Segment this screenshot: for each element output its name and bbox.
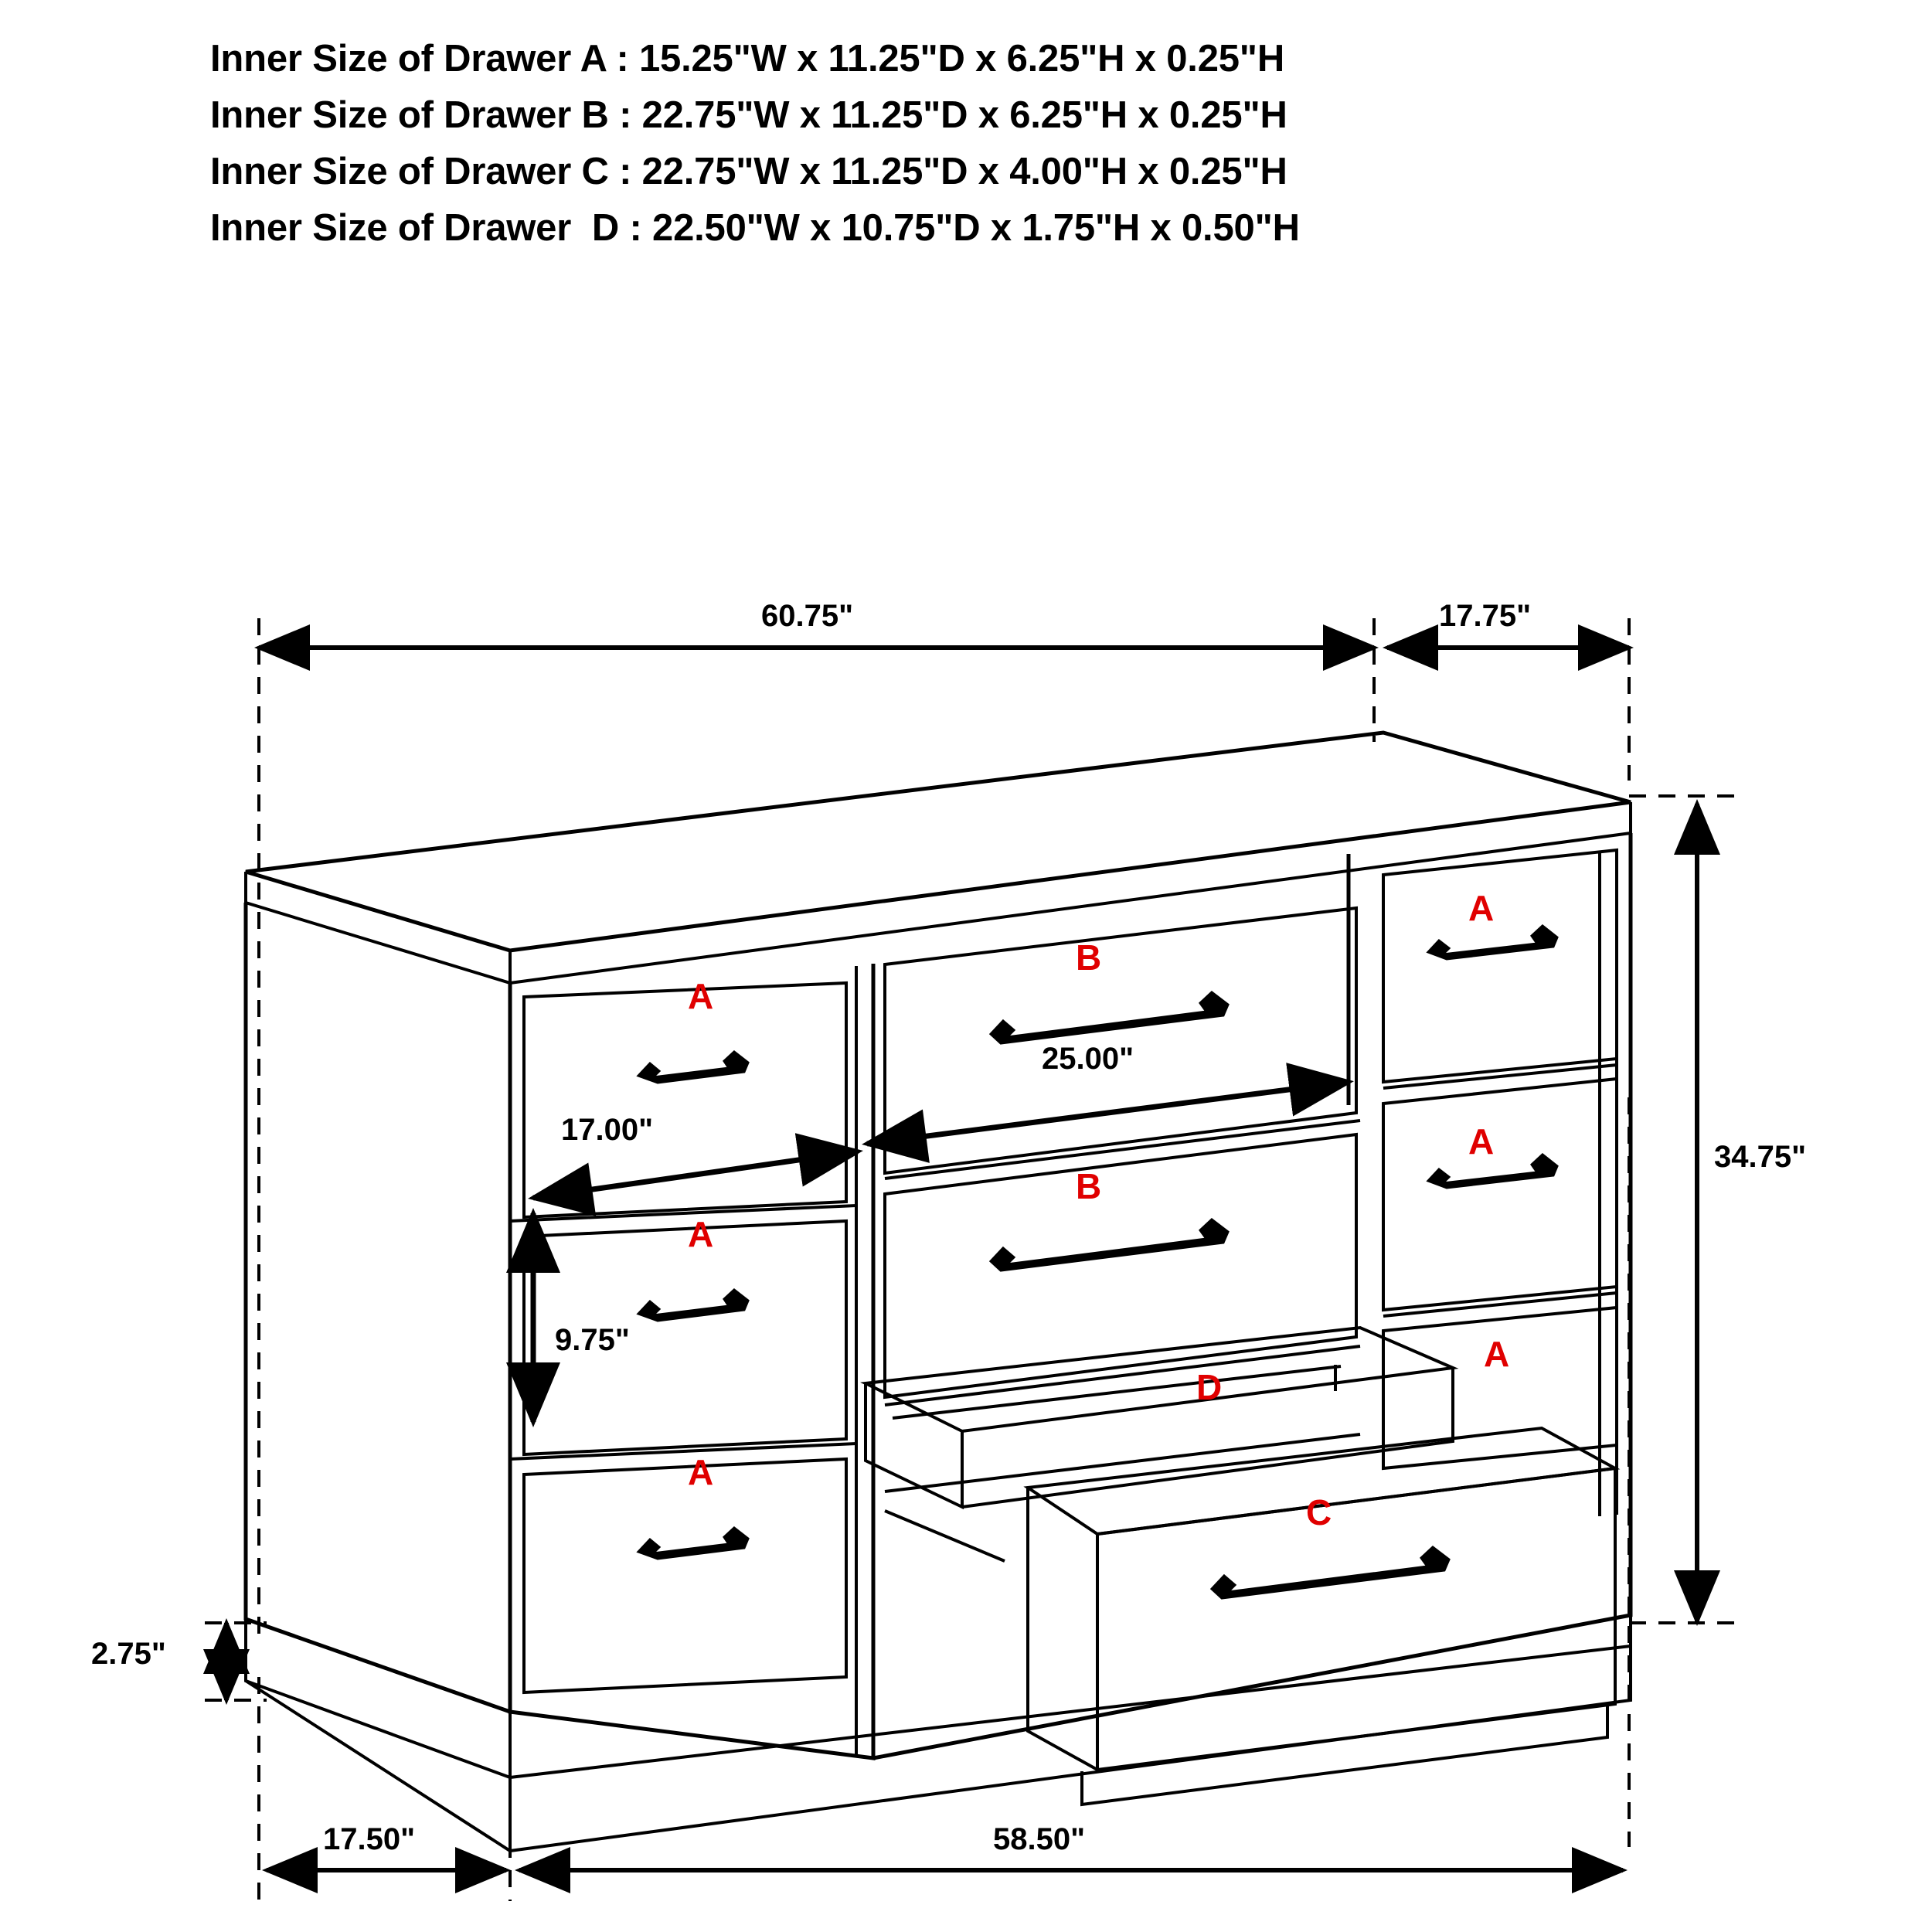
dim-top-width: 60.75"	[761, 599, 854, 633]
spec-line-d: Inner Size of Drawer D : 22.50"W x 10.75"D x 1.75"H x 0.50"H	[210, 207, 1300, 249]
dim-base-height: 2.75"	[91, 1637, 166, 1671]
dim-drawer-b-width: 25.00"	[1042, 1042, 1134, 1076]
spec-line-c: Inner Size of Drawer C : 22.75"W x 11.25"D x 4.00"H x 0.25"H	[210, 151, 1287, 192]
drawer-label-a-bottom-left: A	[688, 1452, 714, 1492]
dim-right-height: 34.75"	[1714, 1140, 1807, 1174]
dim-top-depth: 17.75"	[1439, 599, 1532, 633]
drawer-label-a-top-left: A	[688, 976, 714, 1016]
drawer-label-a-mid-right: A	[1468, 1121, 1495, 1162]
dim-drawer-a-width: 17.00"	[561, 1113, 654, 1147]
drawer-label-c-open-drawer: C	[1306, 1492, 1332, 1532]
drawer-label-b-top-center: B	[1076, 937, 1102, 978]
drawer-label-a-mid-left: A	[688, 1214, 714, 1254]
drawer-label-d-open-tray: D	[1196, 1367, 1223, 1407]
drawer-label-a-top-right: A	[1468, 888, 1495, 928]
dim-drawer-height: 9.75"	[555, 1323, 630, 1357]
drawer-label-a-low-right: A	[1484, 1334, 1510, 1374]
dim-bottom-width: 58.50"	[993, 1822, 1086, 1856]
drawer-label-b-mid-center: B	[1076, 1166, 1102, 1206]
spec-line-b: Inner Size of Drawer B : 22.75"W x 11.25"D x 6.25"H x 0.25"H	[210, 94, 1287, 136]
spec-line-a: Inner Size of Drawer A : 15.25"W x 11.25"D x 6.25"H x 0.25"H	[210, 38, 1285, 80]
dim-bottom-depth: 17.50"	[323, 1822, 416, 1856]
